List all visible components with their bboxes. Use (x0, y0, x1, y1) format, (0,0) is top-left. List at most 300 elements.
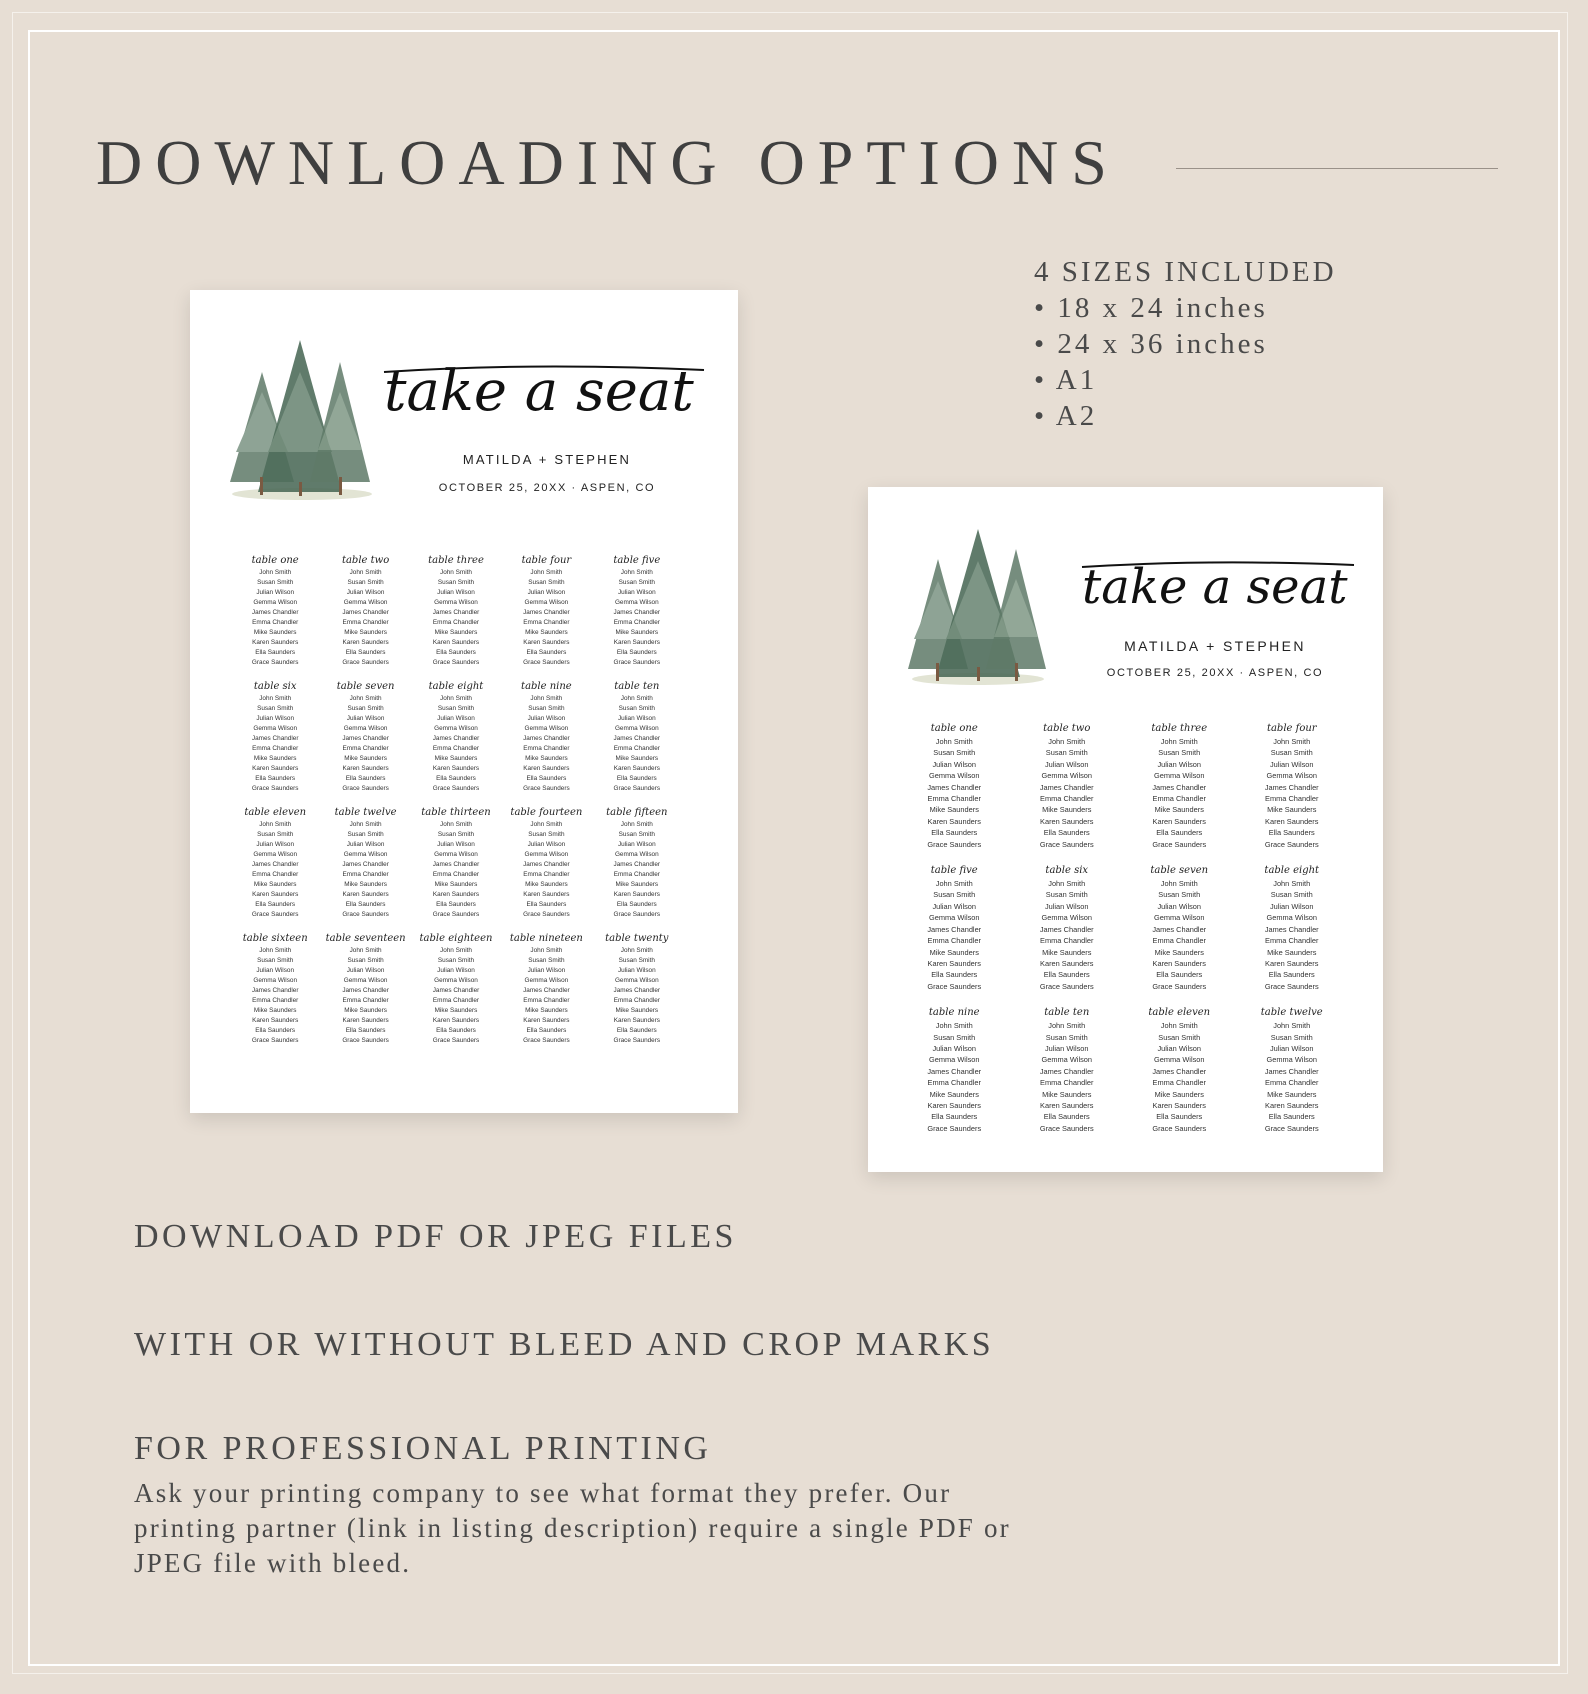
guest-name: Emma Chandler (1152, 936, 1206, 946)
guest-name: Karen Saunders (432, 765, 480, 772)
guest-name: Mike Saunders (344, 629, 387, 636)
table-name: table four (521, 555, 572, 566)
guest-name: Grace Saunders (613, 1037, 661, 1044)
script-title: take a seat (1082, 559, 1348, 615)
guest-name: Mike Saunders (1267, 805, 1317, 815)
guest-name: John Smith (620, 947, 653, 954)
guest-name: Ella Saunders (436, 649, 476, 656)
guest-name: Gemma Wilson (253, 725, 298, 732)
sign-preview-large (190, 290, 738, 1113)
guest-name: Grace Saunders (613, 911, 661, 918)
guest-name: Mike Saunders (344, 1007, 387, 1014)
couple-names: MATILDA + STEPHEN (462, 452, 632, 467)
guest-name: Gemma Wilson (434, 725, 478, 732)
guest-name: Gemma Wilson (524, 599, 569, 606)
table-name: table one (930, 723, 978, 734)
table-block (1011, 864, 1124, 992)
guest-name: John Smith (935, 1021, 973, 1031)
size-item: • A1 (1034, 364, 1098, 396)
table-name: table eight (1264, 865, 1320, 877)
guest-name: Mike Saunders (1042, 1089, 1092, 1099)
table-block (411, 554, 501, 668)
table-block (320, 554, 410, 668)
pine-trees-illustration (222, 332, 378, 502)
guest-name: Ella Saunders (616, 901, 657, 908)
guest-name: Grace Saunders (927, 981, 982, 991)
guest-name: Karen Saunders (252, 639, 299, 646)
tables-grid-small (898, 722, 1348, 1134)
guest-name: Emma Chandler (342, 745, 389, 752)
table-block (320, 680, 410, 794)
guest-name: Ella Saunders (1156, 1112, 1203, 1122)
guest-name: Julian Wilson (1269, 1043, 1314, 1053)
table-name: table twelve (1260, 1007, 1323, 1019)
guest-name: Emma Chandler (252, 997, 299, 1004)
guest-name: Ella Saunders (1043, 970, 1090, 980)
guest-name: Julian Wilson (617, 715, 656, 722)
guest-name: Karen Saunders (613, 639, 660, 646)
guest-name: Gemma Wilson (434, 599, 478, 606)
guest-name: Ella Saunders (1268, 1112, 1315, 1122)
table-name: table six (1045, 865, 1089, 877)
guest-name: Ella Saunders (526, 775, 567, 782)
guest-name: Emma Chandler (432, 745, 480, 752)
guest-name: James Chandler (342, 609, 389, 616)
guest-name: Emma Chandler (523, 619, 570, 626)
guest-name: John Smith (259, 947, 292, 954)
guest-name: Gemma Wilson (614, 725, 659, 732)
guest-name: Emma Chandler (1152, 1078, 1206, 1088)
guest-name: Susan Smith (437, 705, 475, 712)
guest-name: Gemma Wilson (524, 851, 569, 858)
guest-name: Gemma Wilson (434, 977, 478, 984)
guest-name: Grace Saunders (342, 785, 389, 792)
guest-name: Ella Saunders (436, 1027, 476, 1034)
guest-name: Susan Smith (933, 1032, 976, 1042)
guest-name: Julian Wilson (527, 967, 566, 974)
guest-name: Susan Smith (257, 579, 294, 586)
printing-heading: FOR PROFESSIONAL PRINTING (134, 1430, 712, 1467)
guest-name: Ella Saunders (1043, 828, 1090, 838)
guest-name: Gemma Wilson (343, 725, 388, 732)
guest-name: Julian Wilson (437, 589, 475, 596)
guest-name: Karen Saunders (432, 1017, 480, 1024)
table-name: table six (253, 681, 297, 692)
guest-name: Emma Chandler (1040, 1078, 1094, 1088)
guest-name: Karen Saunders (252, 891, 299, 898)
guest-name: Susan Smith (618, 957, 655, 964)
table-name: table twenty (605, 933, 669, 944)
guest-name: Gemma Wilson (253, 851, 298, 858)
guest-name: John Smith (620, 821, 653, 828)
guest-name: John Smith (1273, 737, 1311, 746)
guest-name: Ella Saunders (526, 1027, 567, 1034)
size-item: • A2 (1034, 400, 1098, 432)
guest-name: Susan Smith (347, 705, 384, 712)
guest-name: Gemma Wilson (253, 599, 298, 606)
guest-name: Mike Saunders (525, 629, 568, 636)
guest-name: Grace Saunders (927, 1123, 982, 1133)
guest-name: Grace Saunders (342, 911, 389, 918)
guest-name: Susan Smith (437, 957, 475, 964)
page-title: DOWNLOADING OPTIONS (96, 127, 1120, 198)
guest-name: Susan Smith (1045, 1032, 1088, 1042)
guest-name: Ella Saunders (931, 1112, 978, 1122)
guest-name: Susan Smith (1158, 1032, 1201, 1042)
guest-name: Grace Saunders (1264, 1123, 1319, 1133)
guest-name: James Chandler (342, 735, 389, 742)
guest-name: Grace Saunders (1152, 1123, 1207, 1133)
table-block (230, 554, 320, 668)
guest-name: Mike Saunders (434, 1007, 478, 1014)
guest-name: James Chandler (251, 861, 299, 868)
guest-name: Emma Chandler (927, 794, 981, 804)
guest-name: James Chandler (613, 609, 661, 616)
guest-name: John Smith (935, 879, 973, 889)
guest-name: Mike Saunders (253, 629, 297, 636)
take-a-seat-script (380, 352, 708, 438)
guest-name: Karen Saunders (1152, 958, 1206, 968)
guest-name: Susan Smith (618, 705, 655, 712)
guest-name: Ella Saunders (255, 775, 296, 782)
table-block (898, 864, 1011, 992)
guest-name: Karen Saunders (1040, 958, 1094, 968)
guest-name: Julian Wilson (256, 841, 295, 848)
guest-name: James Chandler (1152, 1066, 1207, 1076)
guest-name: James Chandler (251, 735, 299, 742)
table-block (501, 680, 591, 794)
guest-name: James Chandler (523, 735, 570, 742)
guest-name: Grace Saunders (1152, 981, 1207, 991)
sizes-title: 4 SIZES INCLUDED (1034, 256, 1337, 288)
script-title: take a seat (384, 359, 694, 424)
guest-name: Julian Wilson (256, 967, 295, 974)
guest-name: John Smith (1160, 1021, 1198, 1031)
guest-name: James Chandler (523, 861, 570, 868)
guest-name: Susan Smith (437, 579, 475, 586)
guest-name: John Smith (259, 569, 292, 576)
table-name: table sixteen (242, 933, 308, 944)
guest-name: Susan Smith (1270, 748, 1313, 758)
guest-name: Gemma Wilson (1153, 771, 1205, 781)
guest-name: Emma Chandler (432, 997, 480, 1004)
guest-name: Mike Saunders (1154, 947, 1204, 957)
guest-name: James Chandler (1039, 1066, 1094, 1076)
guest-name: Emma Chandler (432, 871, 480, 878)
guest-name: Grace Saunders (432, 1037, 480, 1044)
guest-name: Gemma Wilson (1041, 913, 1092, 923)
guest-name: Ella Saunders (436, 775, 476, 782)
guest-name: Mike Saunders (434, 881, 478, 888)
table-name: table eighteen (419, 933, 493, 944)
table-name: table ten (614, 681, 660, 692)
guest-name: Ella Saunders (345, 1027, 386, 1034)
guest-name: Ella Saunders (526, 901, 567, 908)
table-name: table eight (428, 681, 484, 692)
guest-name: James Chandler (1039, 782, 1094, 792)
table-block (1123, 1006, 1236, 1134)
guest-name: Emma Chandler (342, 871, 389, 878)
guest-name: Susan Smith (1158, 748, 1201, 758)
guest-name: Julian Wilson (527, 715, 566, 722)
guest-name: Julian Wilson (346, 967, 385, 974)
table-name: table seven (336, 681, 395, 692)
guest-name: Emma Chandler (613, 619, 660, 626)
couple-names: MATILDA + STEPHEN (1124, 638, 1306, 654)
guest-name: Grace Saunders (523, 659, 570, 666)
guest-name: Gemma Wilson (1153, 913, 1205, 923)
guest-name: Mike Saunders (253, 755, 297, 762)
sizes-list (1034, 254, 1337, 434)
guest-name: Susan Smith (1045, 748, 1088, 758)
bleed-heading: WITH OR WITHOUT BLEED AND CROP MARKS (134, 1326, 995, 1363)
guest-name: Emma Chandler (613, 745, 660, 752)
guest-name: Emma Chandler (613, 997, 660, 1004)
guest-name: Grace Saunders (613, 785, 661, 792)
table-block (501, 554, 591, 668)
guest-name: Grace Saunders (1039, 981, 1094, 991)
guest-name: Karen Saunders (927, 1100, 981, 1110)
guest-name: Susan Smith (347, 831, 384, 838)
guest-name: Mike Saunders (1267, 947, 1317, 957)
guest-name: Emma Chandler (523, 997, 570, 1004)
guest-name: Julian Wilson (1044, 901, 1089, 911)
guest-name: Julian Wilson (346, 589, 385, 596)
guest-name: Julian Wilson (437, 715, 475, 722)
table-block (898, 722, 1011, 850)
guest-name: Emma Chandler (252, 745, 299, 752)
guest-name: Grace Saunders (432, 911, 480, 918)
table-block (411, 680, 501, 794)
guest-name: James Chandler (1264, 924, 1319, 934)
guest-name: Mike Saunders (1267, 1089, 1317, 1099)
guest-name: Emma Chandler (613, 871, 660, 878)
table-name: table five (613, 555, 661, 566)
guest-name: Karen Saunders (252, 765, 299, 772)
guest-name: Emma Chandler (927, 936, 981, 946)
guest-name: Gemma Wilson (614, 977, 659, 984)
table-block (1011, 722, 1124, 850)
guest-name: Emma Chandler (523, 745, 570, 752)
table-name: table fifteen (606, 807, 668, 818)
guest-name: Gemma Wilson (343, 599, 388, 606)
guest-name: Gemma Wilson (1153, 1055, 1205, 1065)
table-block (320, 932, 410, 1046)
guest-name: Karen Saunders (252, 1017, 299, 1024)
guest-name: John Smith (349, 695, 382, 702)
table-block (1123, 864, 1236, 992)
guest-name: Gemma Wilson (614, 851, 659, 858)
guest-name: Grace Saunders (251, 659, 299, 666)
guest-name: Susan Smith (1045, 890, 1088, 900)
guest-name: Julian Wilson (437, 967, 475, 974)
guest-name: Mike Saunders (525, 881, 568, 888)
guest-name: James Chandler (1039, 924, 1094, 934)
guest-name: James Chandler (432, 861, 480, 868)
guest-name: Julian Wilson (1157, 759, 1202, 769)
guest-name: James Chandler (251, 609, 299, 616)
guest-name: John Smith (1160, 737, 1198, 746)
table-name: table five (930, 865, 978, 877)
table-block (230, 806, 320, 920)
guest-name: Karen Saunders (613, 1017, 660, 1024)
guest-name: Karen Saunders (342, 1017, 389, 1024)
guest-name: John Smith (530, 569, 563, 576)
table-block (1123, 722, 1236, 850)
guest-name: James Chandler (251, 987, 299, 994)
guest-name: John Smith (259, 695, 292, 702)
guest-name: Mike Saunders (434, 755, 478, 762)
guest-name: John Smith (1273, 1021, 1311, 1031)
guest-name: Grace Saunders (251, 785, 299, 792)
guest-name: Mike Saunders (1042, 947, 1092, 957)
guest-name: Karen Saunders (342, 765, 389, 772)
guest-name: Grace Saunders (1264, 839, 1319, 849)
guest-name: Susan Smith (347, 957, 384, 964)
guest-name: Grace Saunders (1152, 839, 1207, 849)
guest-name: Grace Saunders (1039, 839, 1094, 849)
guest-name: James Chandler (432, 609, 480, 616)
table-name: table seven (1150, 865, 1209, 877)
guest-name: John Smith (530, 947, 563, 954)
table-block (230, 932, 320, 1046)
guest-name: Julian Wilson (617, 967, 656, 974)
guest-name: James Chandler (1152, 924, 1207, 934)
guest-name: Ella Saunders (1156, 828, 1203, 838)
guest-name: Gemma Wilson (928, 913, 980, 923)
guest-name: Grace Saunders (1264, 981, 1319, 991)
table-name: table nine (521, 681, 572, 692)
guest-name: James Chandler (432, 735, 480, 742)
guest-name: Karen Saunders (432, 891, 480, 898)
table-block (320, 806, 410, 920)
guest-name: Emma Chandler (927, 1078, 981, 1088)
guest-name: Susan Smith (257, 957, 294, 964)
guest-name: James Chandler (1264, 782, 1319, 792)
table-name: table fourteen (510, 807, 583, 818)
guest-name: John Smith (349, 947, 382, 954)
guest-name: Julian Wilson (346, 715, 385, 722)
guest-name: Grace Saunders (613, 659, 661, 666)
guest-name: James Chandler (927, 924, 982, 934)
guest-name: Susan Smith (257, 831, 294, 838)
guest-name: Mike Saunders (253, 881, 297, 888)
guest-name: Julian Wilson (617, 841, 656, 848)
guest-name: Julian Wilson (256, 715, 295, 722)
guest-name: Mike Saunders (1154, 1089, 1204, 1099)
guest-name: James Chandler (432, 987, 480, 994)
guest-name: Julian Wilson (437, 841, 475, 848)
download-formats-heading: DOWNLOAD PDF OR JPEG FILES (134, 1218, 737, 1255)
guest-name: Susan Smith (347, 579, 384, 586)
guest-name: Julian Wilson (932, 1043, 977, 1053)
guest-name: Ella Saunders (931, 828, 978, 838)
guest-name: Emma Chandler (1040, 936, 1094, 946)
size-item: • 18 x 24 inches (1034, 292, 1268, 324)
guest-name: Karen Saunders (613, 891, 660, 898)
guest-name: Gemma Wilson (524, 977, 569, 984)
guest-name: John Smith (1048, 879, 1086, 889)
guest-name: Susan Smith (1270, 1032, 1313, 1042)
table-block (411, 932, 501, 1046)
guest-name: John Smith (440, 947, 472, 954)
guest-name: John Smith (935, 737, 973, 746)
guest-name: Susan Smith (933, 890, 976, 900)
guest-name: James Chandler (523, 609, 570, 616)
guest-name: Susan Smith (257, 705, 294, 712)
table-name: table twelve (334, 807, 397, 818)
event-date: OCTOBER 25, 20XX · ASPEN, CO (438, 482, 656, 494)
guest-name: Gemma Wilson (614, 599, 659, 606)
guest-name: Ella Saunders (616, 649, 657, 656)
guest-name: John Smith (530, 821, 563, 828)
table-block (1236, 1006, 1349, 1134)
guest-name: John Smith (440, 821, 472, 828)
table-name: table one (251, 555, 299, 566)
guest-name: James Chandler (342, 861, 389, 868)
table-block (501, 932, 591, 1046)
table-name: table ten (1044, 1007, 1090, 1019)
guest-name: Ella Saunders (345, 775, 386, 782)
guest-name: Mike Saunders (615, 629, 659, 636)
guest-name: Ella Saunders (931, 970, 978, 980)
guest-name: Julian Wilson (1269, 759, 1314, 769)
guest-name: James Chandler (927, 1066, 982, 1076)
take-a-seat-script (1078, 551, 1358, 625)
guest-name: Emma Chandler (1265, 936, 1319, 946)
guest-name: James Chandler (613, 987, 661, 994)
table-name: table eleven (244, 807, 307, 818)
table-name: table thirteen (421, 807, 491, 818)
printing-description: Ask your printing company to see what format they prefer. Our printing partner (link in listing description) require a single PDF or JPEG file with bleed. (134, 1478, 1011, 1578)
guest-name: Karen Saunders (927, 958, 981, 968)
guest-name: Ella Saunders (1268, 828, 1315, 838)
guest-name: Julian Wilson (256, 589, 295, 596)
guest-name: Mike Saunders (929, 947, 979, 957)
guest-name: Gemma Wilson (1041, 1055, 1092, 1065)
guest-name: John Smith (349, 821, 382, 828)
guest-name: John Smith (530, 695, 563, 702)
event-date: OCTOBER 25, 20XX · ASPEN, CO (1106, 667, 1324, 679)
table-name: table two (341, 555, 390, 566)
guest-name: Gemma Wilson (253, 977, 298, 984)
guest-name: Gemma Wilson (343, 851, 388, 858)
guest-name: John Smith (1048, 737, 1086, 746)
guest-name: Karen Saunders (523, 1017, 570, 1024)
guest-name: Mike Saunders (1154, 805, 1204, 815)
guest-name: Julian Wilson (1157, 901, 1202, 911)
guest-name: Emma Chandler (342, 619, 389, 626)
guest-name: Emma Chandler (252, 871, 299, 878)
guest-name: Gemma Wilson (434, 851, 478, 858)
guest-name: Karen Saunders (342, 639, 389, 646)
guest-name: John Smith (620, 569, 653, 576)
guest-name: Emma Chandler (252, 619, 299, 626)
guest-name: James Chandler (613, 735, 661, 742)
table-name: table three (1151, 723, 1208, 734)
guest-name: James Chandler (1152, 782, 1207, 792)
guest-name: Ella Saunders (1043, 1112, 1090, 1122)
guest-name: Gemma Wilson (928, 1055, 980, 1065)
guest-name: Emma Chandler (1265, 1078, 1319, 1088)
guest-name: John Smith (259, 821, 292, 828)
guest-name: Gemma Wilson (1266, 1055, 1317, 1065)
guest-name: Karen Saunders (1152, 1100, 1206, 1110)
guest-name: Karen Saunders (1040, 1100, 1094, 1110)
guest-name: Susan Smith (528, 579, 565, 586)
guest-name: Grace Saunders (251, 1037, 299, 1044)
guest-name: Mike Saunders (615, 1007, 659, 1014)
